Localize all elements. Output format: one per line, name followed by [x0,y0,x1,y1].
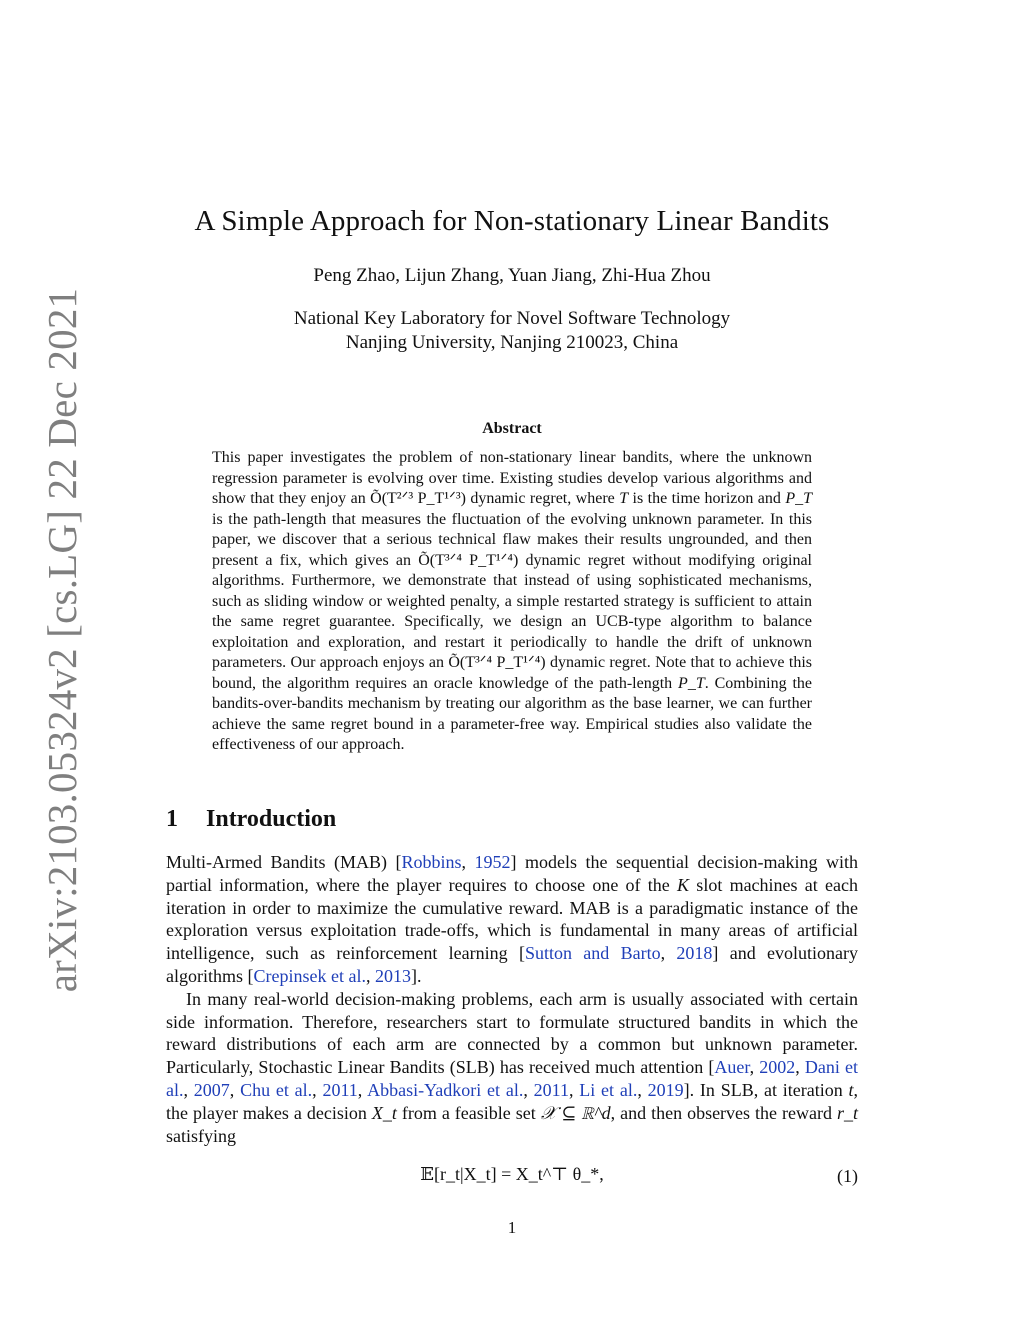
intro-text: Multi-Armed Bandits (MAB) [ [166,852,402,872]
citation-separator: , [660,943,677,964]
citation-year-link[interactable]: 1952 [474,852,511,872]
abstract-text: This paper investigates the problem of non-stationary linear bandits, where the unknown regression parameter is evolving over time. Existing studies develop various algorithms and show that they enjoy an [212,449,812,507]
section-heading [166,806,336,833]
citation-link[interactable]: Auer [714,1057,750,1078]
section-title: Introduction [206,806,337,832]
intro-text: ] models the sequential decision-making with partial information, where the player requires to choose one of the [166,852,859,895]
citation-link[interactable]: Crepinsek et al. [253,965,366,986]
citation-year-link[interactable]: 2019 [647,1079,684,1100]
citation-year-link[interactable]: 2011 [322,1079,358,1100]
affiliation-lab: National Key Laboratory for Novel Software Technology [293,308,731,329]
citation-year-link[interactable]: 2002 [759,1057,796,1078]
regret-bound-math: Õ(T²ᐟ³ P_T¹ᐟ³) [370,490,466,507]
equation-1: 𝔼[r_t|X_t] = X_t^⊤ θ_*, [420,1164,604,1184]
intro-paragraph-1 [166,851,858,988]
section-number: 1 [166,806,178,832]
intro-text: ]. In SLB, at iteration [683,1079,849,1100]
citation-year-link[interactable]: 2007 [193,1079,230,1100]
reward-var: r_t [836,1102,858,1123]
citation-link[interactable]: Li et al. [579,1079,638,1100]
path-length-var: P_T [785,490,812,507]
citation-separator: , [461,852,475,872]
intro-text: satisfying [166,1125,236,1146]
feasible-set-math: 𝒳 ⊆ ℝ^d [540,1102,611,1123]
abstract-paragraph [212,448,812,756]
abstract-heading: Abstract [482,420,542,437]
citation-link[interactable]: Robbins [401,852,462,872]
regret-bound-math: Õ(T³ᐟ⁴ P_T¹ᐟ⁴) [448,654,546,671]
abstract-text: is the time horizon and [628,490,786,507]
citation-year-link[interactable]: 2018 [676,943,713,964]
author-list: Peng Zhao, Lijun Zhang, Yuan Jiang, Zhi-Hua Zhou [313,265,711,286]
citation-year-link[interactable]: 2011 [533,1079,569,1100]
intro-text: In many real-world decision-making problems, each arm is usually associated with certain side information. Therefore, researchers start to formulate structured bandits in which the reward distributions of each arm are connected by a common but unknown parameter. Particularly, Stochastic Linear Bandits (SLB) has received much attention [ [166,988,858,1078]
citation-link[interactable]: Abbasi-Yadkori et al. [367,1079,524,1100]
citation-link[interactable]: Chu et al. [240,1079,313,1100]
equation-number: (1) [837,1166,858,1186]
paper-title: A Simple Approach for Non-stationary Linear Bandits [194,205,830,237]
decision-var: X_t [371,1102,397,1123]
introduction-body [166,851,858,1147]
abstract-body [212,448,812,756]
citation-separator: , [365,965,375,986]
path-length-var: P_T [678,674,705,692]
intro-paragraph-2: In many real-world decision-making problems, each arm is usually associated with certain side information. Therefore, researchers start to formulate structured bandits in which the reward distributions of each arm are connected by a common but unknown parameter. Particularly, Stochastic Linear Bandits (SLB) has received much attention [Auer, 2002, Dani et al., 2007, Chu et al., 2011, Abbasi-Yadkori et al., 2011, Li et al., 2019]. In SLB, at iteration t, the player makes a decision X_t from a feasible set 𝒳 ⊆ ℝ^d, and then observes the reward r_t satisfying [166,988,859,1146]
abstract-text: dynamic regret. Note that to achieve this bound, the algorithm requires an oracle knowledge of the path-length [212,654,813,692]
arxiv-identifier-stamp: arXiv:2103.05324v2 [cs.LG] 22 Dec 2021 [39,287,85,993]
abstract-text: is the path-length that measures the fluctuation of the evolving unknown parameter. In this paper, we discover that a serious technical flaw makes their results ungrounded, and then present a fix, which gives an [212,510,812,569]
machine-count-var: K [677,874,690,895]
affiliation-university: Nanjing University, Nanjing 210023, China [345,332,679,353]
citation-link[interactable]: Sutton and Barto [524,943,661,964]
citation-year-link[interactable]: 2013 [374,965,411,986]
iteration-var: t [848,1079,854,1100]
intro-text: slot machines at each iteration in order to maximize the cumulative reward. MAB is a paradigmatic instance of the exploration versus exploitation trade-offs, which is fundamental in many areas of artificial intelligence, such as reinforcement learning [ [166,874,858,964]
intro-text: ]. [410,965,422,986]
regret-bound-math: Õ(T³ᐟ⁴ P_T¹ᐟ⁴) [418,551,519,569]
page-number: 1 [507,1218,517,1237]
abstract-text: dynamic regret without modifying original algorithms. Furthermore, we demonstrate that instead of using sophisticated mechanisms, such as sliding window or weighted penalty, a simple restarted strategy is sufficient to attain the same regret guarantee. Specifically, we design an UCB-type algorithm to balance exploitation and exploration, and restart it periodically to handle the drift of unknown parameters. Our approach enjoys an [212,551,813,671]
abstract-text: . Combining the bandits-over-bandits mechanism by treating our algorithm as the base learner, we can further achieve the same regret bound in a parameter-free way. Empirical studies also validate the effectiveness of our approach. [212,674,812,753]
intro-text: ] and evolutionary algorithms [ [166,943,858,986]
intro-text: from a feasible set [396,1102,541,1123]
intro-text: , the player makes a decision [166,1079,859,1123]
citation-link[interactable]: Dani et al. [166,1057,859,1100]
abstract-text: dynamic regret, where [465,490,620,507]
time-horizon-var: T [619,490,629,507]
intro-text: , and then observes the reward [610,1102,837,1123]
